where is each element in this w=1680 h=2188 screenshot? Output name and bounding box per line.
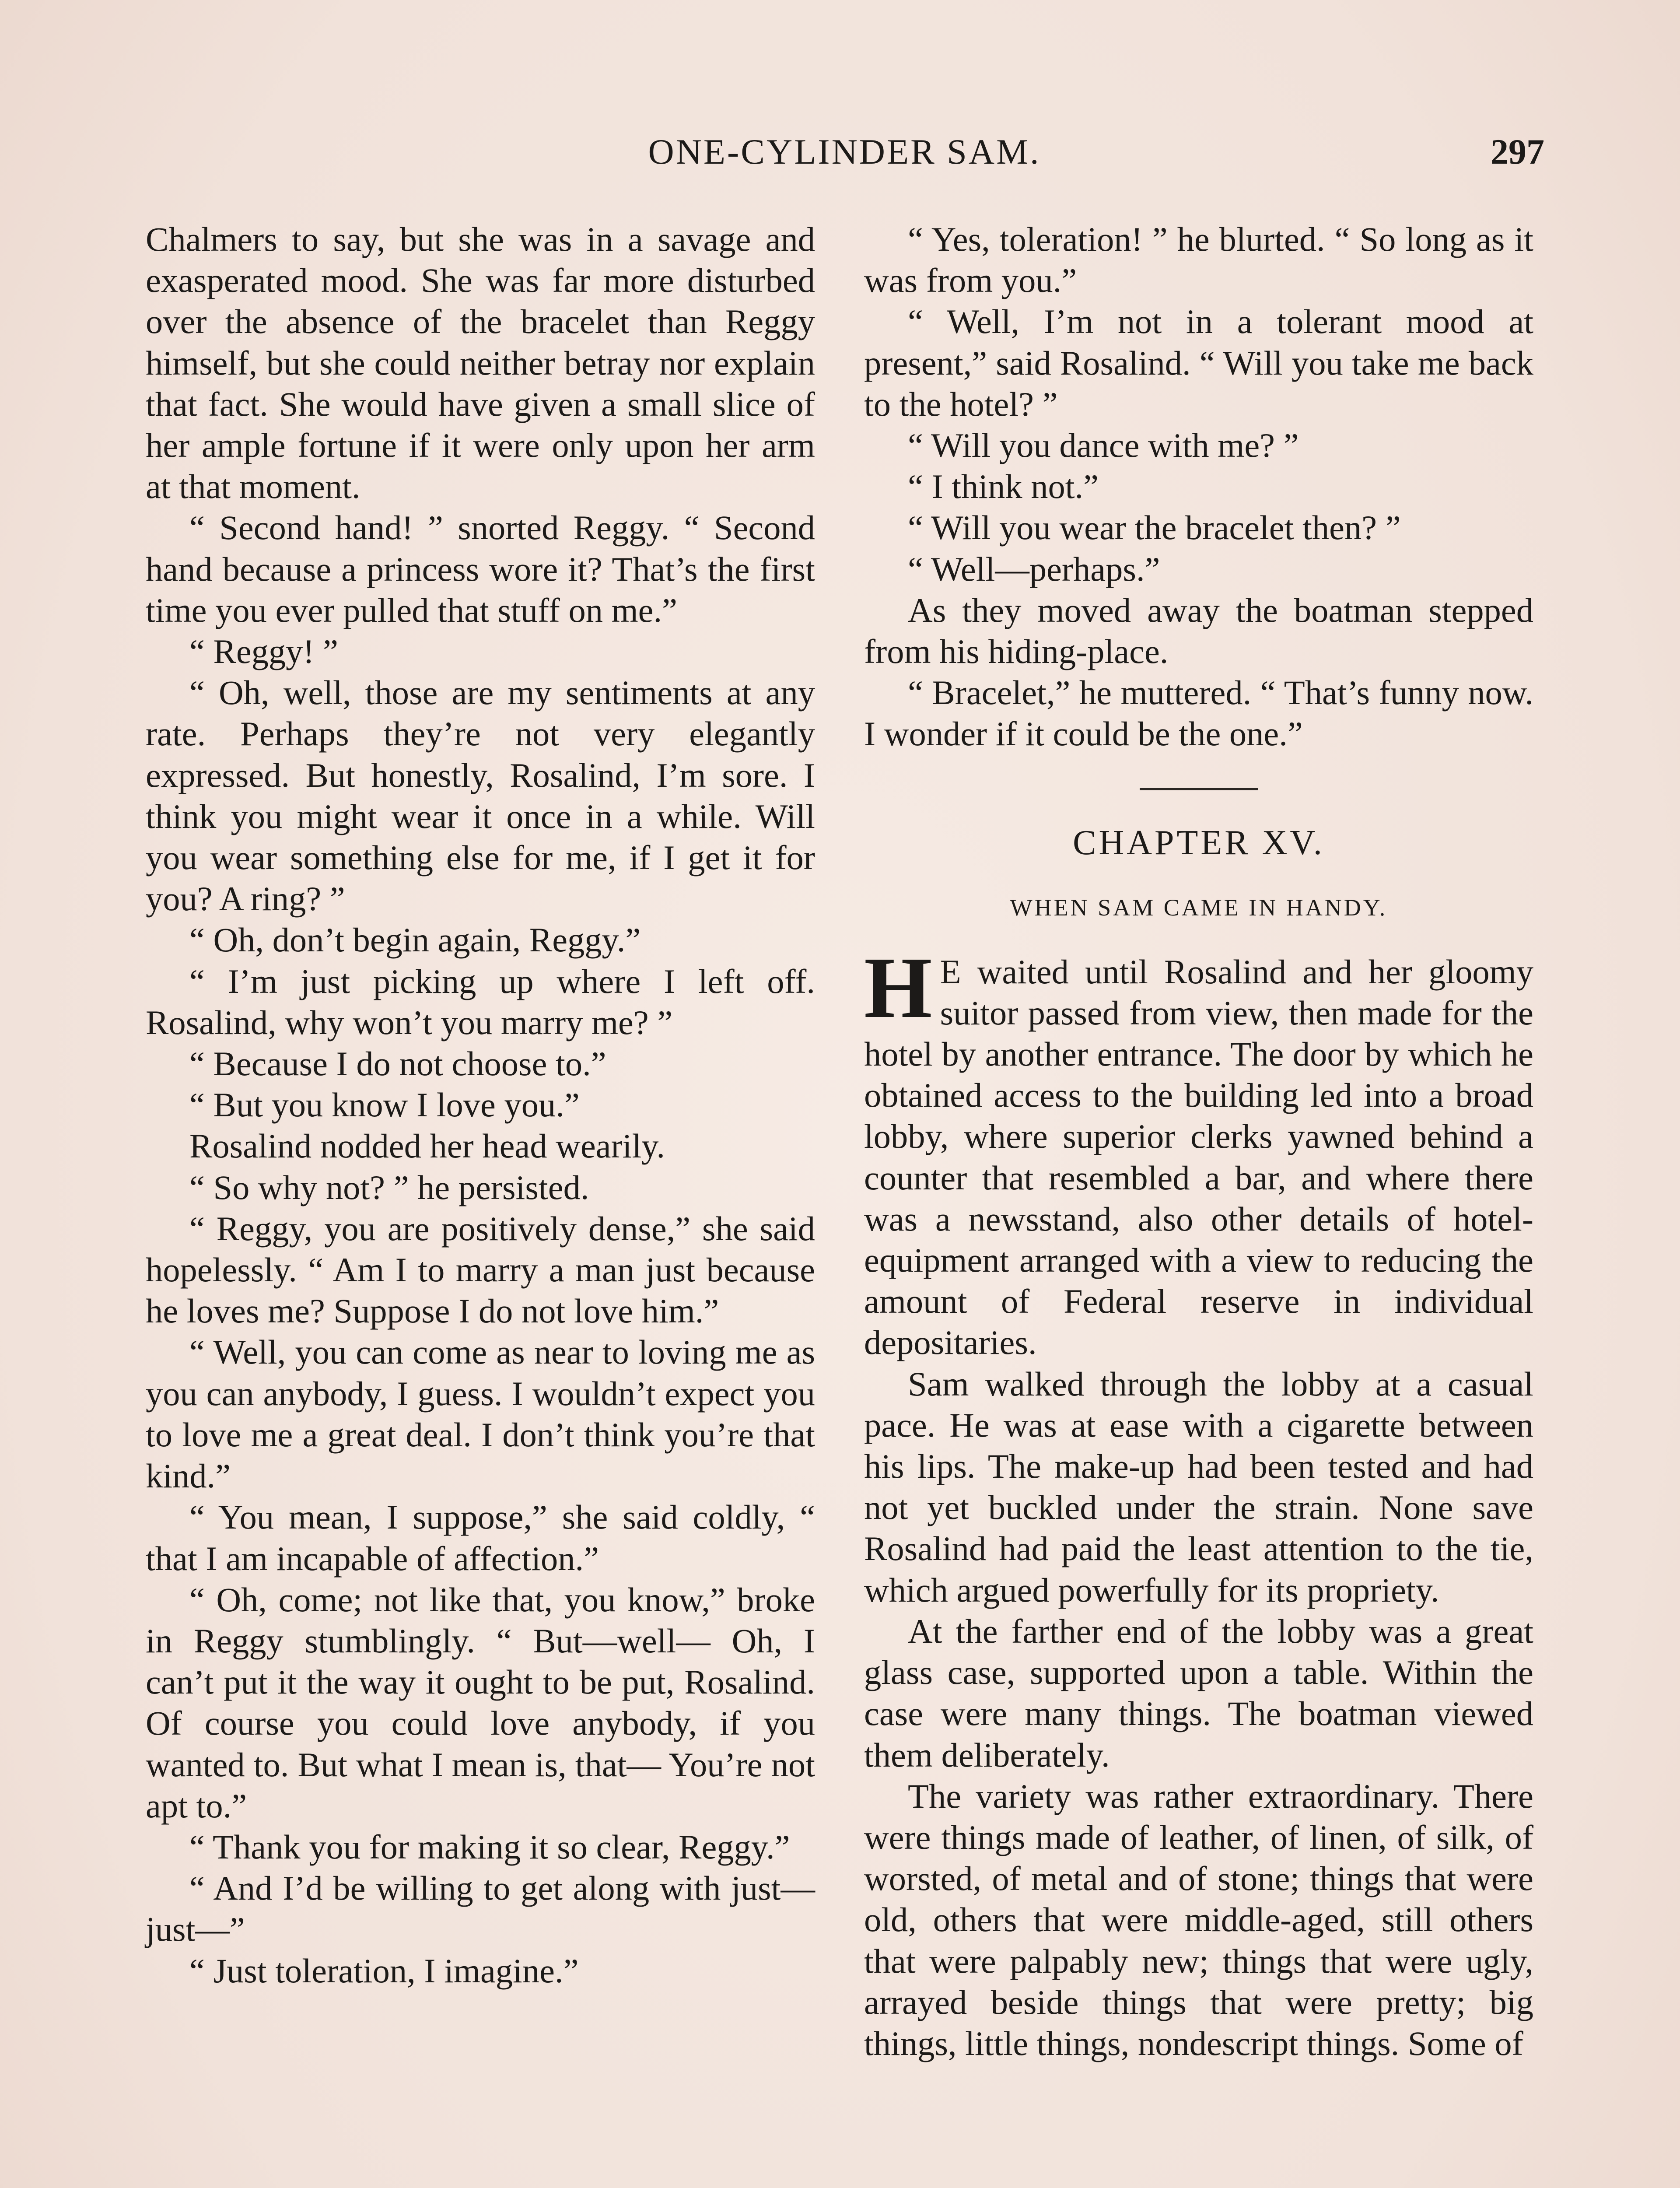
section-divider bbox=[1140, 788, 1258, 790]
right-column-narrative bbox=[864, 1364, 1533, 2064]
running-title: ONE-CYLINDER SAM. bbox=[648, 132, 1041, 172]
paragraph: “ Well, you can come as near to loving me as you can anybody, I guess. I wouldn’t expect you to love me a great deal. I don’t think you’re that kind.” bbox=[146, 1333, 815, 1495]
right-text-column bbox=[864, 219, 1533, 2064]
paragraph: “ Second hand! ” snorted Reggy. “ Second hand because a princess wore it? That’s the first time you ever pulled that stuff on me.” bbox=[146, 508, 815, 629]
left-text-column bbox=[146, 219, 815, 1992]
right-column-dialogue bbox=[864, 219, 1533, 755]
paragraph: “ Yes, toleration! ” he blurted. “ So long as it was from you.” bbox=[864, 220, 1533, 300]
paragraph: “ Thank you for making it so clear, Reggy.” bbox=[189, 1827, 790, 1866]
paragraph: Sam walked through the lobby at a casual pace. He was at ease with a cigarette between his lips. The make-up had been tested and had not yet buckled under the strain. None save Rosalind had paid the least attention to the tie, which argued powerfully for its propriety. bbox=[864, 1364, 1533, 1609]
page-header bbox=[144, 131, 1544, 184]
paragraph: Rosalind nodded her head wearily. bbox=[189, 1127, 665, 1165]
paragraph: “ Oh, come; not like that, you know,” broke in Reggy stumblingly. “ But—well— Oh, I can’t put it the way it ought to be put, Rosalind. Of course you could love anybody, if you wanted to. But what I mean is, that— You’re not apt to.” bbox=[146, 1580, 815, 1825]
paragraph: “ Well—perhaps.” bbox=[908, 550, 1160, 588]
paragraph: Chalmers to say, but she was in a savage and exasperated mood. She was far more disturbed over the absence of the bracelet than Reggy himself, but she could neither betray nor explain that fact. She would have given a small slice of her ample fortune if it were only upon her arm at that moment. bbox=[146, 220, 815, 506]
paragraph: “ So why not? ” he persisted. bbox=[189, 1168, 589, 1206]
page-number: 297 bbox=[1491, 132, 1544, 172]
paragraph: “ Just toleration, I imagine.” bbox=[189, 1951, 579, 1990]
paragraph: “ Because I do not choose to.” bbox=[189, 1045, 606, 1083]
paragraph: “ And I’d be willing to get along with just—just—” bbox=[146, 1869, 815, 1949]
chapter-subtitle: WHEN SAM CAME IN HANDY. bbox=[1010, 894, 1388, 921]
paragraph: As they moved away the boatman stepped from his hiding-place. bbox=[864, 591, 1533, 671]
paragraph: The variety was rather extraordinary. There were things made of leather, of linen, of silk, of worsted, of metal and of stone; things that were old, others that were middle-aged, still others that were palpably new; things that were ugly, arrayed beside things that were pretty; big things, little things, nondescript things. Some of bbox=[864, 1777, 1533, 2062]
paragraph: “ Bracelet,” he muttered. “ That’s funny now. I wonder if it could be the one.” bbox=[864, 673, 1533, 753]
paragraph: “ You mean, I suppose,” she said coldly, “ that I am incapable of affection.” bbox=[146, 1498, 815, 1578]
paragraph: “ Reggy! ” bbox=[189, 632, 339, 671]
paragraph: At the farther end of the lobby was a great glass case, supported upon a table. Within the case were many things. The boatman viewed them deliberately. bbox=[864, 1612, 1533, 1774]
paragraph: “ I think not.” bbox=[908, 467, 1099, 506]
paragraph: “ I’m just picking up where I left off. Rosalind, why won’t you marry me? ” bbox=[146, 962, 815, 1041]
chapter-first-paragraph bbox=[864, 939, 1533, 1364]
paragraph: “ Will you wear the bracelet then? ” bbox=[908, 508, 1401, 547]
paragraph: “ Well, I’m not in a tolerant mood at present,” said Rosalind. “ Will you take me back to the hotel? ” bbox=[864, 302, 1533, 423]
paragraph: “ Will you dance with me? ” bbox=[908, 426, 1299, 465]
paragraph: “ Oh, well, those are my sentiments at any rate. Perhaps they’re not very elegantly expressed. But honestly, Rosalind, I’m sore. I think you might wear it once in a while. Will you wear something else for me, if I get it for you? A ring? ” bbox=[146, 673, 815, 918]
paragraph: “ But you know I love you.” bbox=[189, 1086, 580, 1124]
first-paragraph-text: E waited until Rosalind and her gloomy suitor passed from view, then made for the hotel by another entrance. The door by which he obtained access to the building led into a broad lobby, where superior clerks yawned behind a counter that resembled a bar, and where there was a newsstand, also other details of hotel-equipment arranged with a view to reducing the amount of Federal reserve in individual depositaries. bbox=[864, 952, 1533, 1362]
paragraph: “ Reggy, you are positively dense,” she said hopelessly. “ Am I to marry a man just because he loves me? Suppose I do not love him.” bbox=[146, 1209, 815, 1330]
chapter-heading: CHAPTER XV. bbox=[1073, 823, 1325, 862]
drop-cap: H bbox=[864, 939, 932, 1036]
paragraph: “ Oh, don’t begin again, Reggy.” bbox=[189, 921, 641, 959]
